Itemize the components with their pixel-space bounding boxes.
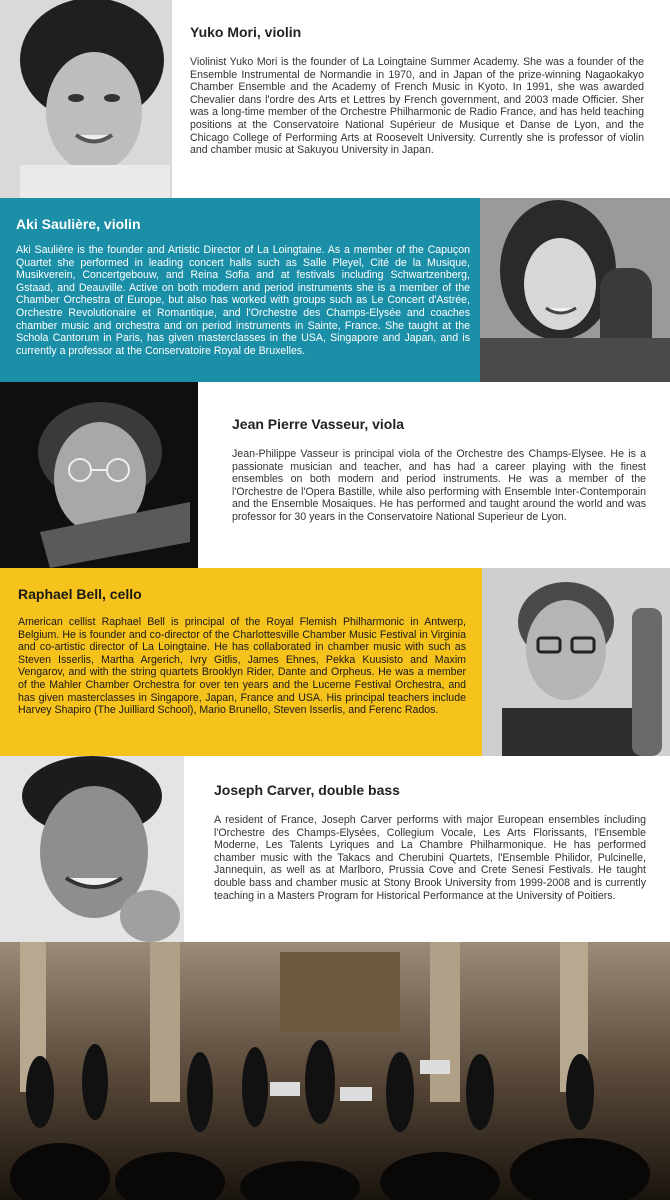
musician-aki-sauliere [0, 198, 670, 382]
musician-yuko-mori [0, 0, 670, 198]
musician-jean-pierre-vasseur [0, 382, 670, 568]
musician-name: Raphael Bell, cello [18, 586, 142, 602]
musician-joseph-carver [0, 756, 670, 942]
portrait-photo [0, 0, 172, 198]
portrait-photo [482, 568, 670, 756]
musician-bio: A resident of France, Joseph Carver performs with major European ensembles including l'Orchestre des Champs-Elysées, Collegium Vocale, Les Arts Florissants, l'Ensemble Moderne, Les Talents Lyriques and La Chambre Philharmonique. He has performed chamber music with the Takacs and Cherubini Quartets, l'Ensemble Philidor, Pulcinelle, Jannequin, as well as at Marlboro, Prussia Cove and Crete Senesi Festivals. He taught double bass and chamber music at Stony Brook University from 1999-2008 and is currently teaching in a Masters Program for Historical Performance at the University of Poitiers. [214, 814, 646, 902]
musician-name: Joseph Carver, double bass [214, 782, 400, 798]
portrait-photo [0, 382, 198, 568]
musician-name: Yuko Mori, violin [190, 24, 302, 40]
musician-bio: Aki Saulière is the founder and Artistic Director of La Loingtaine. As a member of the Capuçon Quartet she performed in leading concert halls such as Salle Pleyel, Cité de la Musique, Musikverein, Concertgebouw, and Reina Sofia and at festivals including Schwartzenberg, Gstaad, and Deauville. Active on both modern and period instruments she is a member of the Chamber Orchestra of Europe, but also has worked with groups such as Le Concert d'Astrée, Orchestre Revolutionaire et Romantique, and l'Orchestre des Champs-Elysée and coaches chamber music and orchestra and on period instruments in Sainte, France. She taught at the Schola Cantorum in Paris, has given masterclasses in the USA, Singapore and Japan, and is currently a professor at the Conservatoire Royal de Bruxelles. [16, 244, 470, 357]
musician-bio: American cellist Raphael Bell is principal of the Royal Flemish Philharmonic in Antwerp, Belgium. He is founder and co-director of the Charlottesville Chamber Music Festival in Virginia and co-artistic director of La Loingtaine. He has collaborated in chamber music with such as Steven Isserlis, Martha Argerich, Ivry Gitlis, James Ehnes, Pekka Kuusisto and Maxim Vengarov, and with the string quartets Brooklyn Rider, Dante and Orpheus. He was a member of the Mahler Chamber Orchestra for over ten years and the Lucerne Festival Orchestra, and has given masterclasses in Singapore, Japan, France and USA. His principal teachers include Harvey Shapiro (The Juilliard School), Mario Brunello, Steven Isserlis, and Ferenc Rados. [18, 616, 466, 717]
musician-bio: Violinist Yuko Mori is the founder of La Loingtaine Summer Academy. She was a founder of the Ensemble Instrumental de Normandie in 1970, and in Japan of the prize-winning Nagaokakyo Chamber Ensemble and the Academy of French Music in Kyoto. In 1991, she was awarded Chevalier dans l'ordre des Arts et Lettres by French government, and 2003 made Officier. Sher was a long-time member of the Orchestre Philharmonic de Radio France, and has held teaching positions at the Conservatoire National Supérieur de Musique et Danse de Lyon, and the Chicago College of Performing Arts at Roosevelt University. Currently she is professor of violin and chamber music at Sakuyou University in Japan. [190, 56, 644, 157]
portrait-photo [480, 198, 670, 382]
portrait-photo [0, 756, 184, 942]
musician-bio: Jean-Philippe Vasseur is principal viola of the Orchestre des Champs-Elysee. He is a passionate musician and teacher, and has had a career playing with the finest ensembles on both modern and period instruments. He was a member of the l'Orchestre de l'Opera Bastille, while also performing with Ensemble Inter-Contemporain and the Ensemble Mosaiques. He has performed and taught around the world and was professor for 30 years in the Conservatoire National Superieur de Lyon. [232, 448, 646, 523]
musician-name: Jean Pierre Vasseur, viola [232, 416, 405, 432]
ensemble-concert-photo [0, 942, 670, 1200]
musician-raphael-bell [0, 568, 670, 756]
musician-name: Aki Saulière, violin [16, 216, 141, 232]
